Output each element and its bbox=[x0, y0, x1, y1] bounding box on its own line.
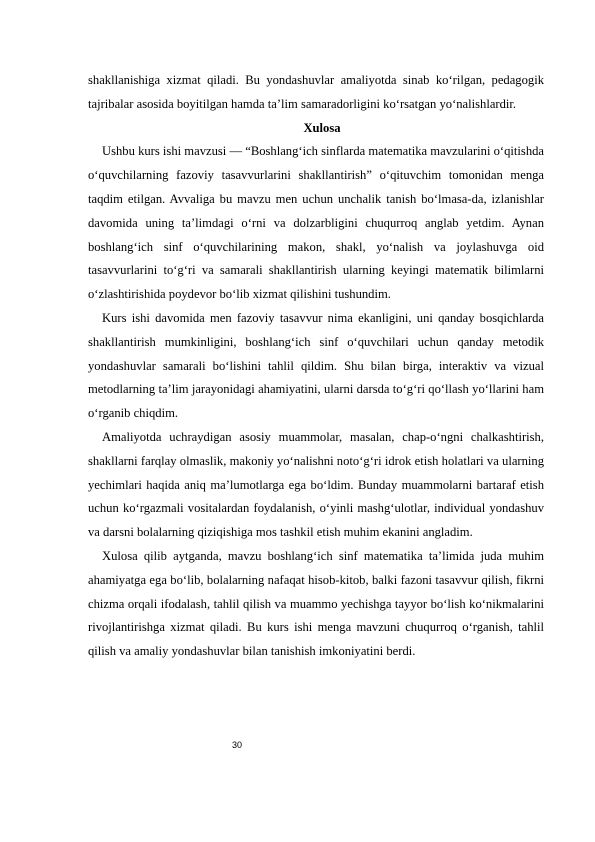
paragraph-1: Ushbu kurs ishi mavzusi — “Boshlang‘ich sinflarda matematika mavzularini o‘qitishda o‘quvchilarning fazoviy tasavvurlarini shakllantirish” o‘qituvchim tomonidan menga taqdim etilgan. Avvaliga bu mavzu men uchun unchalik tanish bo‘lmasa-da, izlanishlar davomida uning ta’limdagi o‘rni va dolzarbligini chuqurroq anglab yetdim. Aynan boshlang‘ich sinf o‘quvchilarining makon, shakl, yo‘nalish va joylashuvga oid tasavvurlarini to‘g‘ri va samarali shakllantirish ularning keyingi matematik bilimlarni o‘zlashtirishida poydevor bo‘lib xizmat qilishini tushundim. bbox=[88, 144, 544, 302]
section-title: Xulosa bbox=[303, 120, 341, 135]
document-page bbox=[88, 69, 544, 664]
paragraph-2: Kurs ishi davomida men fazoviy tasavvur nima ekanligini, uni qanday bosqichlarda shakllantirish mumkinligini, boshlang‘ich sinf o‘quvchilari uchun qanday metodik yondashuvlar samarali bo‘lishini tahlil qildim. Shu bilan birga, interaktiv va vizual metodlarning ta’lim jarayonidagi ahamiyatini, ularni darsda to‘g‘ri qo‘llash yo‘llarini ham o‘rganib chiqdim. bbox=[88, 310, 544, 421]
paragraph-4: Xulosa qilib aytganda, mavzu boshlang‘ich sinf matematika ta’limida juda muhim ahamiyatga ega bo‘lib, bolalarning nafaqat hisob-kitob, balki fazoni tasavvur qilish, fikrni chizma orqali ifodalash, tahlil qilish va muammo yechishga tayyor bo‘lish ko‘nikmalarini rivojlantirishga xizmat qiladi. Bu kurs ishi menga mavzuni chuqurroq o‘rganish, tahlil qilish va amaliy yondashuvlar bilan tanishish imkoniyatini berdi. bbox=[88, 548, 544, 659]
paragraph-3: Amaliyotda uchraydigan asosiy muammolar, masalan, chap-o‘ngni chalkashtirish, shakllarni farqlay olmaslik, makoniy yo‘nalishni noto‘g‘ri idrok etish holatlari va ularning yechimlari haqida aniq ma’lumotlarga ega bo‘ldim. Bunday muammolarni bartaraf etish uchun ko‘rgazmali vositalardan foydalanish, o‘yinli mashg‘ulotlar, individual yondashuv va darsni bolalarning qiziqishiga mos tashkil etish muhim ekanini angladim. bbox=[88, 429, 544, 540]
page-number: 30 bbox=[232, 740, 243, 750]
continuation-paragraph: shakllanishiga xizmat qiladi. Bu yondashuvlar amaliyotda sinab ko‘rilgan, pedagogik tajribalar asosida boyitilgan hamda ta’lim samaradorligini ko‘rsatgan yo‘nalishlardir. bbox=[88, 73, 544, 111]
